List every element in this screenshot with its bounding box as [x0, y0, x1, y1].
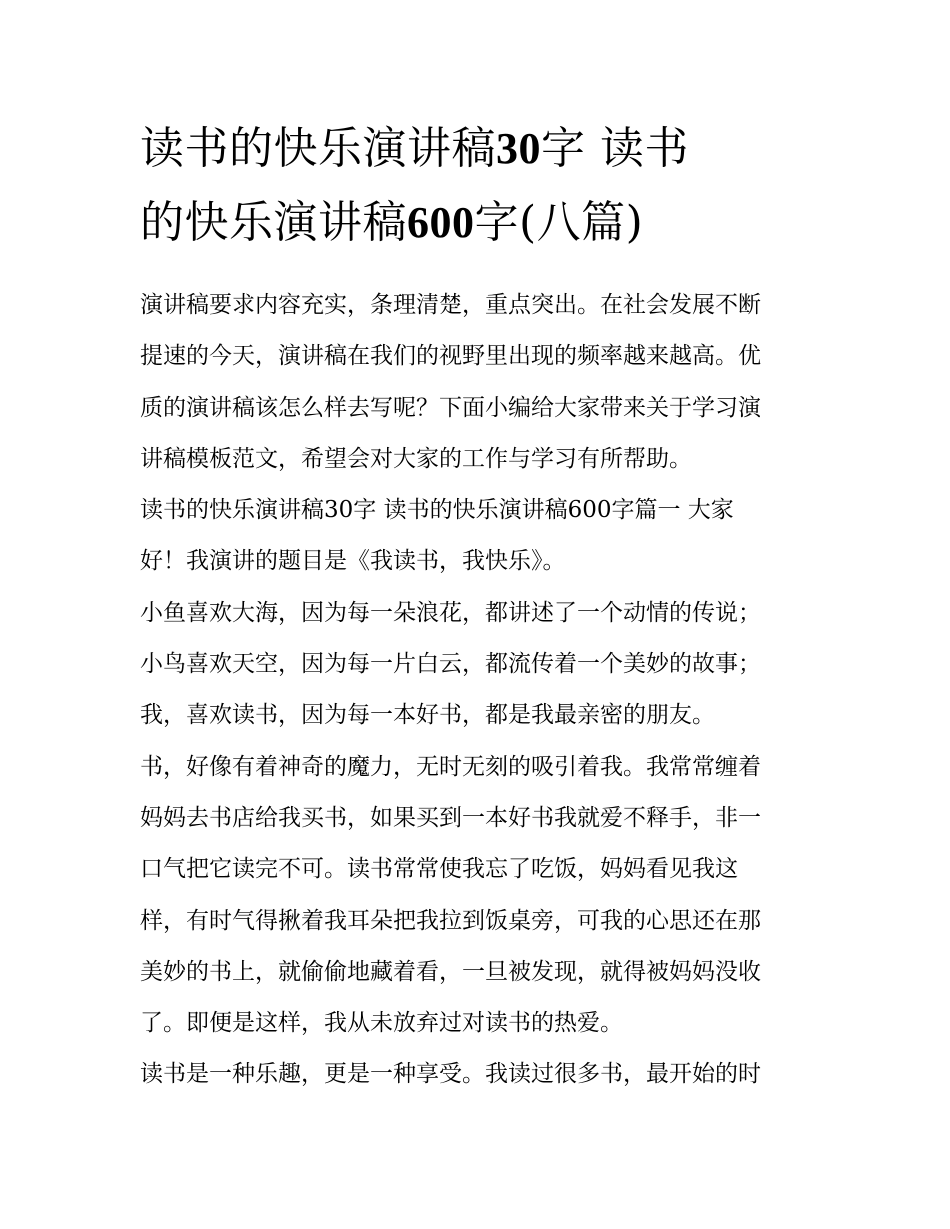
text-line: 读书是一种乐趣，更是一种享受。我读过很多书，最开始的时 [140, 1061, 761, 1088]
text-line: 书，好像有着神奇的魔力，无时无刻的吸引着我。我常常缠着 [140, 753, 761, 780]
text-line: 样，有时气得揪着我耳朵把我拉到饭桌旁，可我的心思还在那 [140, 907, 761, 934]
text-line: 了。即便是这样，我从未放弃过对读书的热爱。 [140, 1010, 623, 1037]
text-line: 好！我演讲的题目是《我读书，我快乐》。 [140, 548, 566, 575]
text-line: 读书的快乐演讲稿30字 读书的快乐演讲稿600字篇一 大家 [140, 497, 734, 524]
paragraph-section-heading [140, 485, 820, 588]
paragraph-magic-books [140, 742, 820, 1050]
text-line: 演讲稿要求内容充实，条理清楚，重点突出。在社会发展不断 [140, 292, 761, 318]
title-line-1: 读书的快乐演讲稿30字 读书 [140, 123, 689, 174]
text-line: 口气把它读完不可。读书常常使我忘了吃饭，妈妈看见我这 [140, 856, 738, 883]
paragraph-intro [140, 280, 820, 485]
text-line: 小鱼喜欢大海，因为每一朵浪花，都讲述了一个动情的传说； [140, 599, 761, 626]
text-line: 小鸟喜欢天空，因为每一片白云，都流传着一个美妙的故事； [140, 651, 761, 678]
text-line: 美妙的书上，就偷偷地藏着看，一旦被发现，就得被妈妈没收 [140, 958, 761, 985]
document-body [140, 280, 820, 1101]
text-line: 提速的今天，演讲稿在我们的视野里出现的频率越来越高。优 [140, 343, 761, 370]
text-line: 我，喜欢读书，因为每一本好书，都是我最亲密的朋友。 [140, 702, 715, 729]
text-line: 质的演讲稿该怎么样去写呢？下面小编给大家带来关于学习演 [140, 394, 761, 421]
paragraph-reading-joy [140, 1049, 820, 1100]
text-line: 讲稿模板范文，希望会对大家的工作与学习有所帮助。 [140, 445, 692, 472]
title-line-2: 的快乐演讲稿600字(八篇) [140, 197, 644, 248]
paragraph-fish-bird [140, 588, 820, 742]
document-title [140, 112, 820, 260]
text-line: 妈妈去书店给我买书，如果买到一本好书我就爱不释手，非一 [140, 804, 761, 831]
